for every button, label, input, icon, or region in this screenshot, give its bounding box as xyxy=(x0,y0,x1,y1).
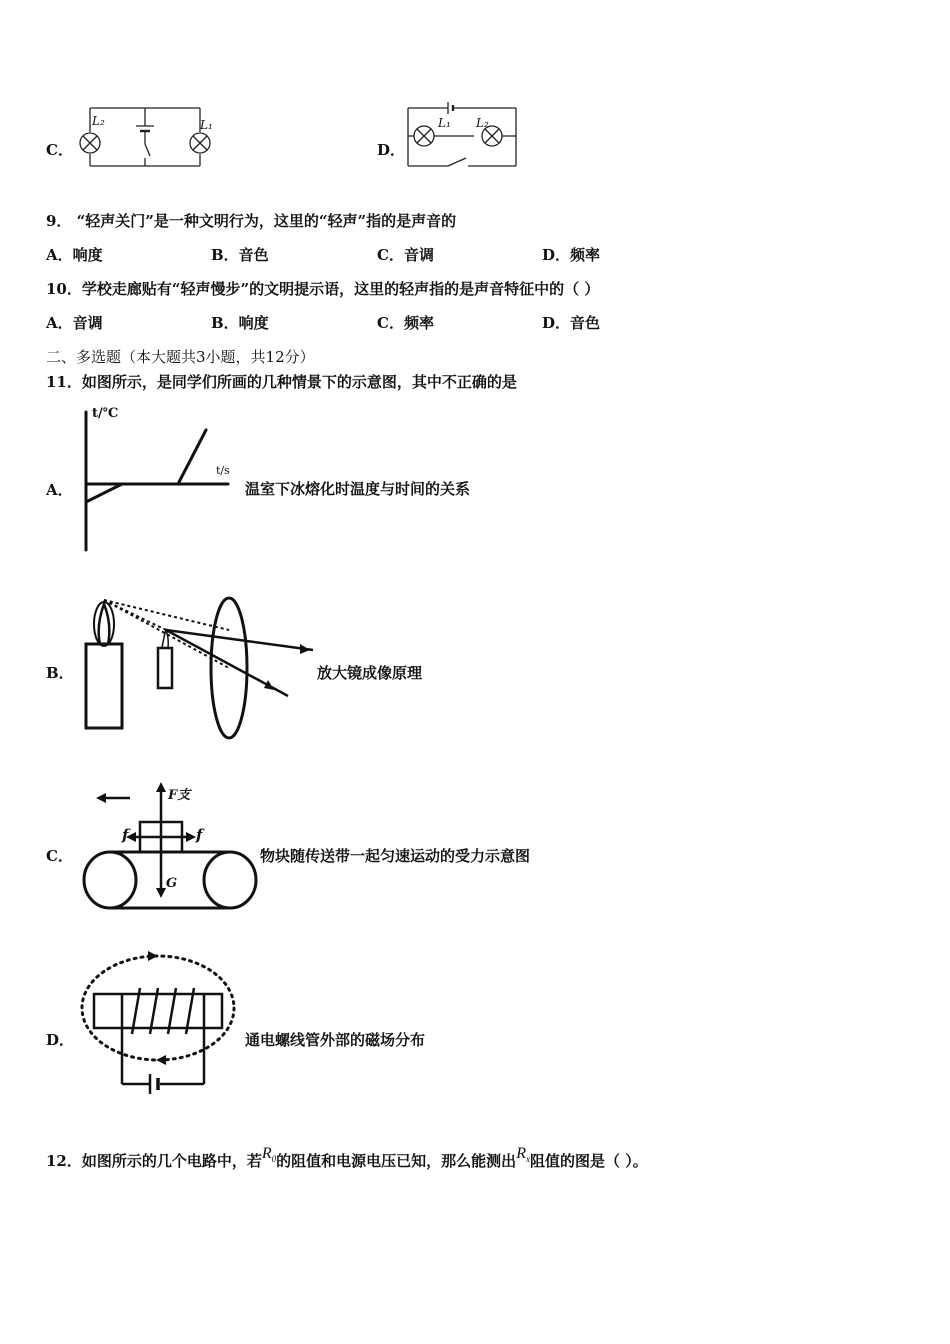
force-f-left-label: f xyxy=(122,826,129,844)
question-10-text: 10．学校走廊贴有“轻声慢步”的文明提示语，这里的轻声指的是声音特征中的（ ） xyxy=(46,280,600,298)
question-12-text xyxy=(46,1145,648,1176)
solenoid-figure xyxy=(78,948,248,1100)
question-11-text: 11．如图所示，是同学们所画的几种情景下的示意图，其中不正确的是 xyxy=(46,373,517,391)
q10-option-b: B．响度 xyxy=(211,314,269,332)
section-heading: 二、多选题（本大题共3小题，共12分） xyxy=(46,348,315,366)
q11-option-a-caption: 温室下冰熔化时温度与时间的关系 xyxy=(245,480,471,498)
q12-suffix: 阻值的图是（ ）。 xyxy=(529,1152,648,1170)
r0-symbol: $R_0$ xyxy=(261,1145,277,1165)
force-f-right-label: f xyxy=(196,826,203,844)
lamp-l1-label: L₁ xyxy=(200,118,213,132)
q10-option-c: C．频率 xyxy=(377,314,434,332)
q11-option-b-caption: 放大镜成像原理 xyxy=(317,664,423,682)
lamp-l2-label: L₂ xyxy=(92,114,105,128)
gravity-label: G xyxy=(166,876,178,891)
circuit-c-figure xyxy=(76,104,216,170)
question-9-text: 9． “轻声关门”是一种文明行为，这里的“轻声”指的是声音的 xyxy=(46,212,457,230)
magnifier-figure xyxy=(78,590,318,735)
q11-option-a-label: A． xyxy=(46,481,73,499)
rx-symbol: $R_x$ xyxy=(516,1145,530,1165)
q11-option-c-caption: 物块随传送带一起匀速运动的受力示意图 xyxy=(260,847,531,865)
q11-option-c-label: C． xyxy=(46,847,73,865)
support-force-label: F支 xyxy=(168,788,191,803)
q9-option-d: D．频率 xyxy=(542,246,601,264)
circuit-d-figure xyxy=(404,100,522,172)
q12-middle: 的阻值和电源电压已知，那么能测出 xyxy=(276,1152,517,1170)
q9-option-b: B．音色 xyxy=(211,246,269,264)
q9-option-c: C．音调 xyxy=(377,246,434,264)
q10-option-d: D．音色 xyxy=(542,314,601,332)
lamp-l2-label: L₂ xyxy=(476,116,489,130)
option-c-label: C． xyxy=(46,141,73,159)
q11-option-b-label: B． xyxy=(46,664,74,682)
conveyor-figure xyxy=(78,782,258,914)
graph-y-axis-label: t/℃ xyxy=(92,406,119,421)
q9-option-a: A．响度 xyxy=(46,246,103,264)
option-d-label: D． xyxy=(377,141,406,159)
q12-prefix: 12．如图所示的几个电路中，若 xyxy=(46,1152,262,1170)
lamp-l1-label: L₁ xyxy=(438,116,451,130)
q11-option-d-caption: 通电螺线管外部的磁场分布 xyxy=(245,1031,426,1049)
melting-graph-figure xyxy=(78,402,248,558)
q10-option-a: A．音调 xyxy=(46,314,103,332)
graph-x-axis-label: t/s xyxy=(216,464,230,477)
q11-option-d-label: D． xyxy=(46,1031,75,1049)
